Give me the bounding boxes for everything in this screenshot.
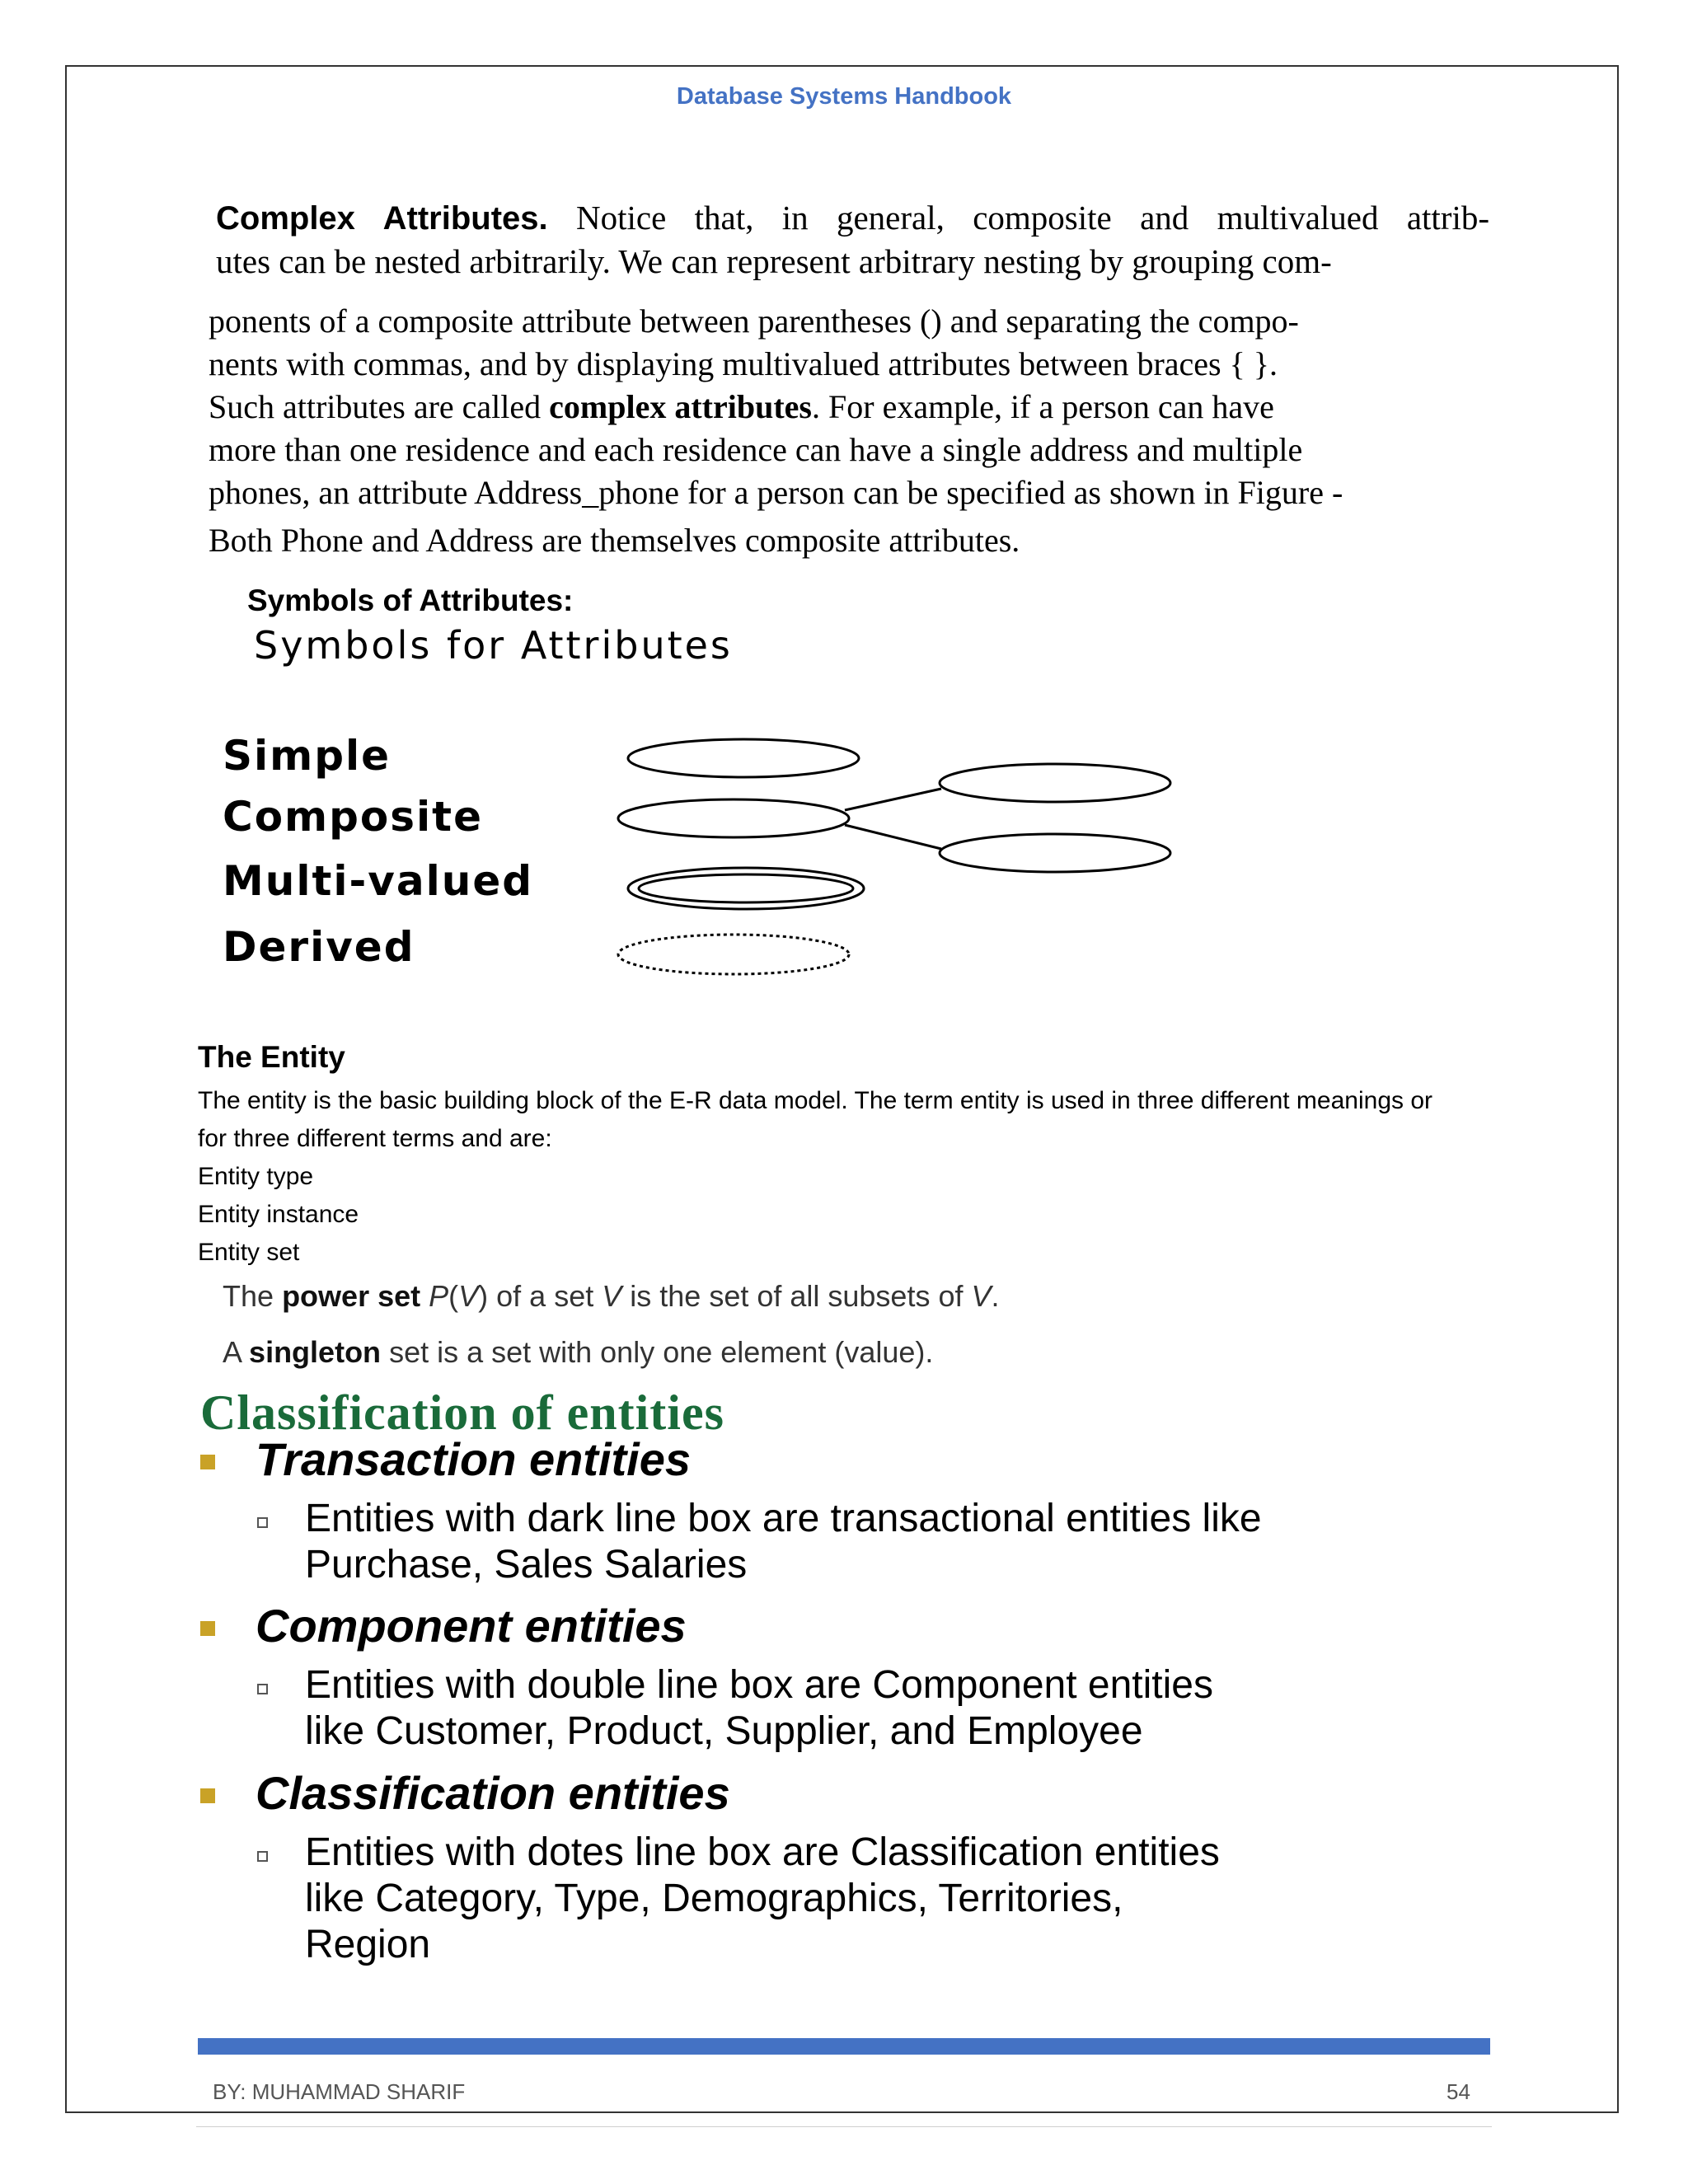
attribute-symbols-diagram (0, 0, 1688, 1005)
category-description-transaction (305, 1496, 1500, 1588)
footer-divider (196, 2126, 1492, 2127)
page-header: Database Systems Handbook (676, 83, 1012, 110)
square-bullet-icon (200, 1621, 215, 1636)
paragraph-line: Both Phone and Address are themselves composite attributes. (209, 522, 1020, 559)
composite-attribute-ellipse (618, 799, 849, 837)
power-set-definition (223, 1279, 1000, 1314)
footer-author: BY: MUHAMMAD SHARIF (213, 2079, 466, 2104)
complex-attributes-term: complex attributes (549, 388, 812, 425)
math-symbol: ( (448, 1279, 459, 1313)
complex-attributes-lead: Complex Attributes. (216, 200, 548, 237)
derived-attribute-ellipse (618, 935, 849, 974)
entity-section-title: The Entity (198, 1040, 345, 1074)
square-bullet-icon (200, 1455, 215, 1469)
definition-term: power set (282, 1279, 421, 1313)
definition-text: ) of a set (478, 1279, 594, 1313)
entity-section-body (198, 1082, 1500, 1272)
entity-list-item: Entity set (198, 1239, 300, 1266)
composite-connector-bottom (845, 825, 941, 849)
square-bullet-icon (200, 1788, 215, 1803)
classification-title: Classification of entities (200, 1385, 724, 1440)
hollow-square-bullet-icon (257, 1851, 268, 1862)
symbols-diagram-title: Symbols for Attributes (254, 623, 733, 668)
math-symbol: V (458, 1279, 479, 1313)
hollow-square-bullet-icon (257, 1517, 268, 1528)
category-heading-classification: Classification entities (256, 1767, 730, 1819)
paragraph-line: ponents of a composite attribute between parentheses () and separating the compo- (209, 302, 1299, 340)
symbols-heading: Symbols of Attributes: (247, 583, 574, 617)
paragraph-line: phones, an attribute Address_phone for a person can be specified as shown in Figure - (209, 474, 1343, 511)
category-description-classification (305, 1830, 1500, 1968)
paragraph-text: Such attributes are called (209, 388, 542, 425)
paragraph-line: utes can be nested arbitrarily. We can represent arbitrary nesting by grouping com- (216, 242, 1332, 280)
component-attribute-ellipse (940, 764, 1170, 802)
description-line: like Category, Type, Demographics, Territories, (305, 1877, 1123, 1920)
math-symbol: V (602, 1279, 622, 1313)
symbol-label-multivalued: Multi-valued (223, 857, 534, 905)
definition-text: A (223, 1335, 241, 1369)
category-heading-component: Component entities (256, 1600, 687, 1652)
symbol-label-simple: Simple (223, 732, 392, 780)
math-symbol: P (429, 1279, 449, 1313)
definition-text: . (991, 1279, 1000, 1313)
description-line: like Customer, Product, Supplier, and Employee (305, 1709, 1143, 1753)
paragraph-line: more than one residence and each residence can have a single address and multiple (209, 431, 1303, 468)
entity-text-line: The entity is the basic building block of the E-R data model. The term entity is used in three different meanings or (198, 1087, 1433, 1114)
paragraph-line: nents with commas, and by displaying multivalued attributes between braces { }. (209, 345, 1278, 382)
footer-accent-bar (198, 2038, 1490, 2055)
description-line: Entities with double line box are Component entities (305, 1663, 1213, 1707)
multivalued-attribute-inner-ellipse (639, 874, 853, 902)
category-heading-transaction: Transaction entities (256, 1433, 692, 1485)
entity-list-item: Entity type (198, 1163, 314, 1190)
math-symbol: V (971, 1279, 992, 1313)
definition-text: The (223, 1279, 274, 1313)
component-attribute-ellipse (940, 834, 1170, 872)
description-line: Entities with dark line box are transactional entities like (305, 1497, 1262, 1540)
definition-term: singleton (249, 1335, 382, 1369)
description-line: Region (305, 1923, 431, 1966)
entity-text-line: for three different terms and are: (198, 1125, 552, 1152)
category-description-component (305, 1662, 1500, 1755)
symbol-label-composite: Composite (223, 793, 483, 841)
definition-text: set is a set with only one element (value). (389, 1335, 934, 1369)
composite-connector-top (845, 789, 941, 810)
paragraph-text: . For example, if a person can have (812, 388, 1274, 425)
entity-list-item: Entity instance (198, 1201, 359, 1228)
symbol-label-derived: Derived (223, 923, 415, 971)
paragraph-text: Notice that, in general, composite and multivalued attrib- (576, 199, 1490, 237)
description-line: Purchase, Sales Salaries (305, 1543, 748, 1586)
simple-attribute-ellipse (628, 739, 859, 777)
hollow-square-bullet-icon (257, 1684, 268, 1694)
definition-text: is the set of all subsets of (630, 1279, 964, 1313)
description-line: Entities with dotes line box are Classification entities (305, 1830, 1220, 1874)
singleton-definition (223, 1335, 933, 1370)
page-number: 54 (1447, 2079, 1470, 2104)
